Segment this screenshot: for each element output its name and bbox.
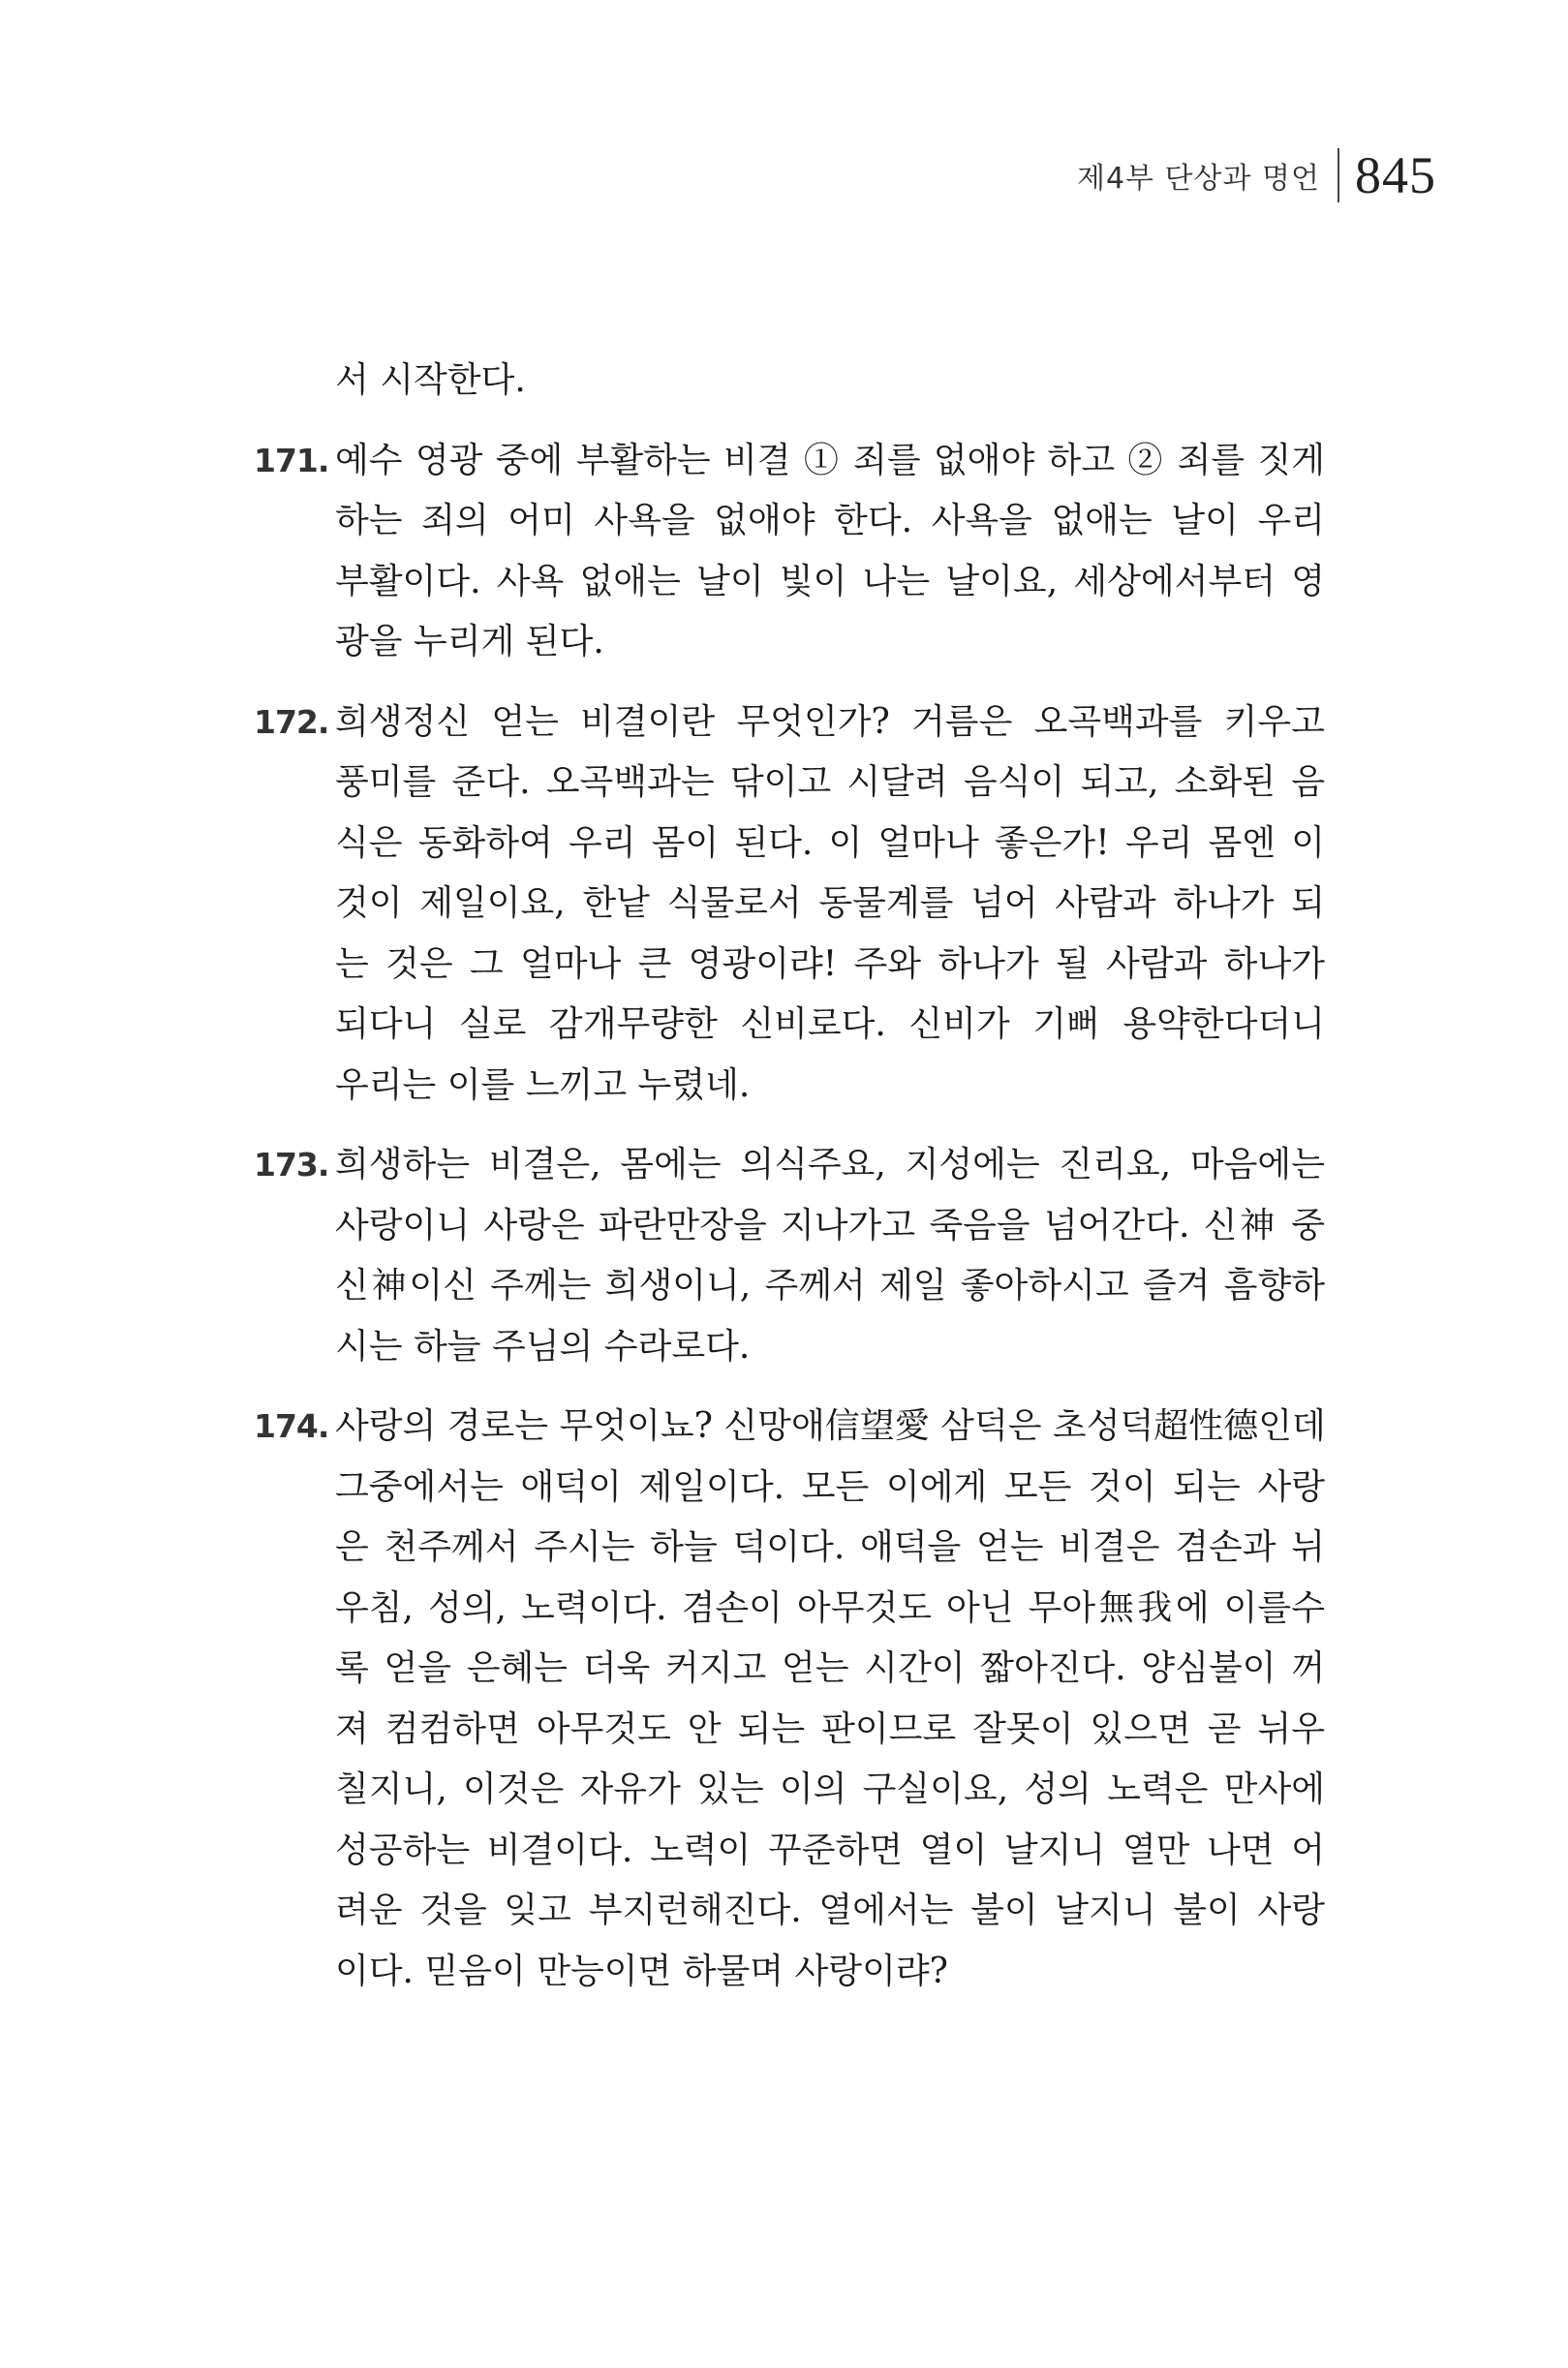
entry-number: 174. xyxy=(254,1407,329,1445)
text-line: 것이 제일이요, 한낱 식물로서 동물계를 넘어 사람과 하나가 되 xyxy=(335,883,1325,923)
text-line: 희생정신 얻는 비결이란 무엇인가? 거름은 오곡백과를 키우고 xyxy=(335,701,1325,742)
header-divider xyxy=(1337,148,1339,202)
text-line: 광을 누리게 된다. xyxy=(335,622,604,661)
entry-171 xyxy=(254,431,1325,673)
text-line: 사랑의 경로는 무엇이뇨? 신망애信望愛 삼덕은 초성덕超性德인데 xyxy=(335,1406,1326,1446)
page-body xyxy=(254,351,1325,2002)
text-line: 성공하는 비결이다. 노력이 꾸준하면 열이 날지니 열만 나면 어 xyxy=(335,1830,1325,1870)
text-line: 되다니 실로 감개무량한 신비로다. 신비가 기뻐 용약한다더니 xyxy=(335,1004,1325,1044)
text-line: 려운 것을 잊고 부지런해진다. 열에서는 불이 날지니 불이 사랑 xyxy=(335,1891,1325,1930)
running-header xyxy=(1077,145,1436,205)
text-line: 예수 영광 중에 부활하는 비결 ① 죄를 없애야 하고 ② 죄를 짓게 xyxy=(335,440,1325,480)
text-line: 칠지니, 이것은 자유가 있는 이의 구실이요, 성의 노력은 만사에 xyxy=(335,1769,1325,1809)
text-line: 풍미를 준다. 오곡백과는 닦이고 시달려 음식이 되고, 소화된 음 xyxy=(335,762,1325,802)
text-line: 는 것은 그 얼마나 큰 영광이랴! 주와 하나가 될 사람과 하나가 xyxy=(335,943,1325,984)
text-line: 은 천주께서 주시는 하늘 덕이다. 애덕을 얻는 비결은 겸손과 뉘 xyxy=(335,1527,1325,1567)
text-line: 져 컴컴하면 아무것도 안 되는 판이므로 잘못이 있으면 곧 뉘우 xyxy=(335,1708,1325,1749)
text-line: 희생하는 비결은, 몸에는 의식주요, 지성에는 진리요, 마음에는 xyxy=(335,1145,1325,1184)
text-line: 시는 하늘 주님의 수라로다. xyxy=(335,1326,751,1367)
entry-172 xyxy=(254,692,1325,1117)
section-title: 제4부 단상과 명언 xyxy=(1076,162,1320,196)
text-line: 하는 죄의 어미 사욕을 없애야 한다. 사욕을 없애는 날이 우리 xyxy=(335,501,1325,540)
text-line: 록 얻을 은혜는 더욱 커지고 얻는 시간이 짧아진다. 양심불이 꺼 xyxy=(335,1648,1325,1688)
entry-number: 171. xyxy=(254,441,329,479)
text-line: 이다. 믿음이 만능이면 하물며 사랑이랴? xyxy=(335,1951,948,1991)
text-line: 우침, 성의, 노력이다. 겸손이 아무것도 아닌 무아無我에 이를수 xyxy=(335,1587,1325,1628)
text-line: 신神이신 주께는 희생이니, 주께서 제일 좋아하시고 즐겨 흠향하 xyxy=(335,1266,1325,1306)
entry-173 xyxy=(254,1135,1325,1377)
entry-number: 172. xyxy=(254,702,329,741)
text-line: 그중에서는 애덕이 제일이다. 모든 이에게 모든 것이 되는 사랑 xyxy=(335,1466,1325,1507)
text-line: 부활이다. 사욕 없애는 날이 빛이 나는 날이요, 세상에서부터 영 xyxy=(335,561,1325,601)
text-line: 우리는 이를 느끼고 누렸네. xyxy=(335,1064,751,1105)
entry-number: 173. xyxy=(254,1146,329,1184)
text-line: 식은 동화하여 우리 몸이 된다. 이 얼마나 좋은가! 우리 몸엔 이 xyxy=(335,822,1325,863)
text-line: 서 시작한다. xyxy=(335,360,526,400)
continuation-paragraph xyxy=(254,351,1325,412)
entry-174 xyxy=(254,1397,1325,2002)
page-number: 845 xyxy=(1355,146,1436,204)
text-line: 사랑이니 사랑은 파란만장을 지나가고 죽음을 넘어간다. 신神 중 xyxy=(335,1205,1325,1246)
